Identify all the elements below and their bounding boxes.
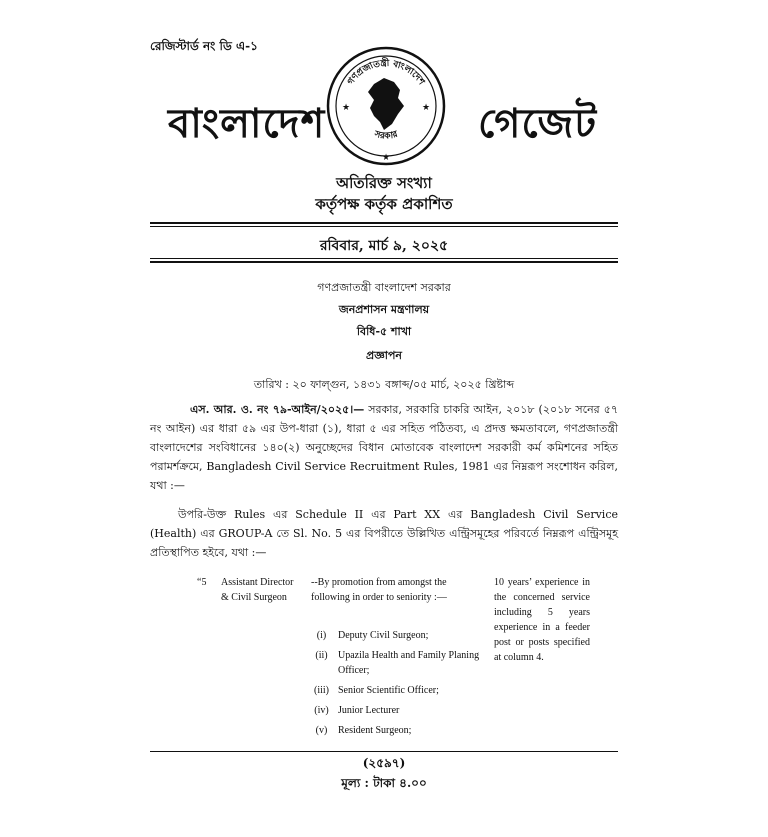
list-item	[305, 683, 485, 698]
svg-text:★: ★	[382, 153, 391, 163]
notification-date: তারিখ : ২০ ফাল্গুন, ১৪৩১ বঙ্গাব্দ/০৫ মার্চ, ২০২৫ খ্রিষ্টাব্দ	[253, 378, 515, 391]
svg-text:★: ★	[422, 103, 431, 113]
list-item-number: (ii)	[315, 650, 328, 661]
ministry-name: জনপ্রশাসন মন্ত্রণালয়	[338, 303, 430, 316]
government-emblem	[324, 44, 448, 168]
gazette-title-left: বাংলাদেশ	[168, 100, 326, 147]
table-serial-number: “5	[197, 577, 207, 588]
list-item	[305, 723, 485, 738]
notification-paragraph-2: উপরি-উক্ত Rules এর Schedule II এর Part XX এর Bangladesh Civil Service (Health) এর GROUP-A তে Sl. No. 5 এর বিপরীতে উল্লিখিত এন্ট্রিসমূহের পরিবর্তে নিম্নরূপ এন্ট্রিসমূহ প্রতিস্থাপিত হইবে, যথা :—	[150, 508, 618, 559]
header-rule-bottom-thick	[150, 261, 618, 263]
list-item-number: (i)	[316, 630, 327, 641]
table-post-name: Assistant Director & Civil Surgeon	[221, 577, 294, 603]
list-item-number: (iii)	[314, 685, 329, 696]
table-recruitment-method: --By promotion from amongst the following in order to seniority :—	[311, 577, 447, 603]
svg-text:★: ★	[342, 103, 351, 113]
government-name: গণপ্রজাতন্ত্রী বাংলাদেশ সরকার	[317, 281, 451, 294]
list-item-text: Deputy Civil Surgeon;	[338, 630, 429, 641]
list-item-text: Senior Scientific Officer;	[338, 685, 439, 696]
emblem-text-top: গণপ্রজাতন্ত্রী বাংলাদেশ	[345, 58, 427, 87]
feeder-post-list	[305, 628, 485, 743]
issue-date: রবিবার, মার্চ ৯, ২০২৫	[319, 238, 449, 254]
price-label: মূল্য : টাকা ৪.০০	[341, 776, 427, 790]
notification-paragraph-1	[150, 400, 618, 495]
sro-number: এস. আর. ও. নং ৭৯-আইন/২০২৫।—	[190, 403, 365, 416]
notification-heading: প্রজ্ঞাপন	[366, 349, 402, 362]
list-item-number: (v)	[315, 725, 328, 736]
list-item	[305, 703, 485, 718]
paragraph-1-body: সরকার, সরকারি চাকরি আইন, ২০১৮ (২০১৮ সনের ৫৭ নং আইন) এর ধারা ৫৯ এর উপ-ধারা (১), ধারা ৫ এর সহিত পঠিতব্য, এ প্রদত্ত ক্ষমতাবলে, গণপ্রজাতন্ত্রী বাংলাদেশের সংবিধানের ১৪০(২) অনুচ্ছেদের বিধান মোতাবেক বাংলাদেশ সরকারী কর্ম কমিশনের সহিত পরামর্শক্রমে, Bangladesh Civil Service Recruitment Rules, 1981 এর নিম্নরূপ সংশোধন করিল, যথা :—	[150, 403, 618, 492]
emblem-seal-icon	[324, 44, 448, 168]
extraordinary-issue-label: অতিরিক্ত সংখ্যা	[336, 174, 432, 192]
table-qualification: 10 years’ experience in the concerned service including 5 years experience in a feeder post or posts specified at column 4.	[494, 577, 590, 663]
published-by-authority-label: কর্তৃপক্ষ কর্তৃক প্রকাশিত	[315, 195, 453, 213]
svg-text:সরকার	[372, 129, 400, 142]
list-item	[305, 648, 485, 678]
gazette-title-right: গেজেট	[478, 100, 598, 147]
emblem-text-bottom: সরকার	[372, 129, 400, 142]
list-item-text: Junior Lecturer	[338, 705, 400, 716]
footer-rule	[150, 751, 618, 752]
list-item-text: Upazila Health and Family Planing Officer;	[338, 650, 480, 676]
page-number: (২৫৯৭)	[362, 756, 406, 770]
list-item-text: Resident Surgeon;	[338, 725, 412, 736]
list-item-number: (iv)	[314, 705, 329, 716]
header-rule-top-thin	[150, 226, 618, 227]
registration-number: রেজিস্টার্ড নং ডি এ-১	[150, 39, 258, 53]
header-rule-top-thick	[150, 222, 618, 224]
header-rule-bottom-thin	[150, 258, 618, 259]
branch-name: বিধি-৫ শাখা	[356, 325, 412, 338]
list-item	[305, 628, 485, 643]
